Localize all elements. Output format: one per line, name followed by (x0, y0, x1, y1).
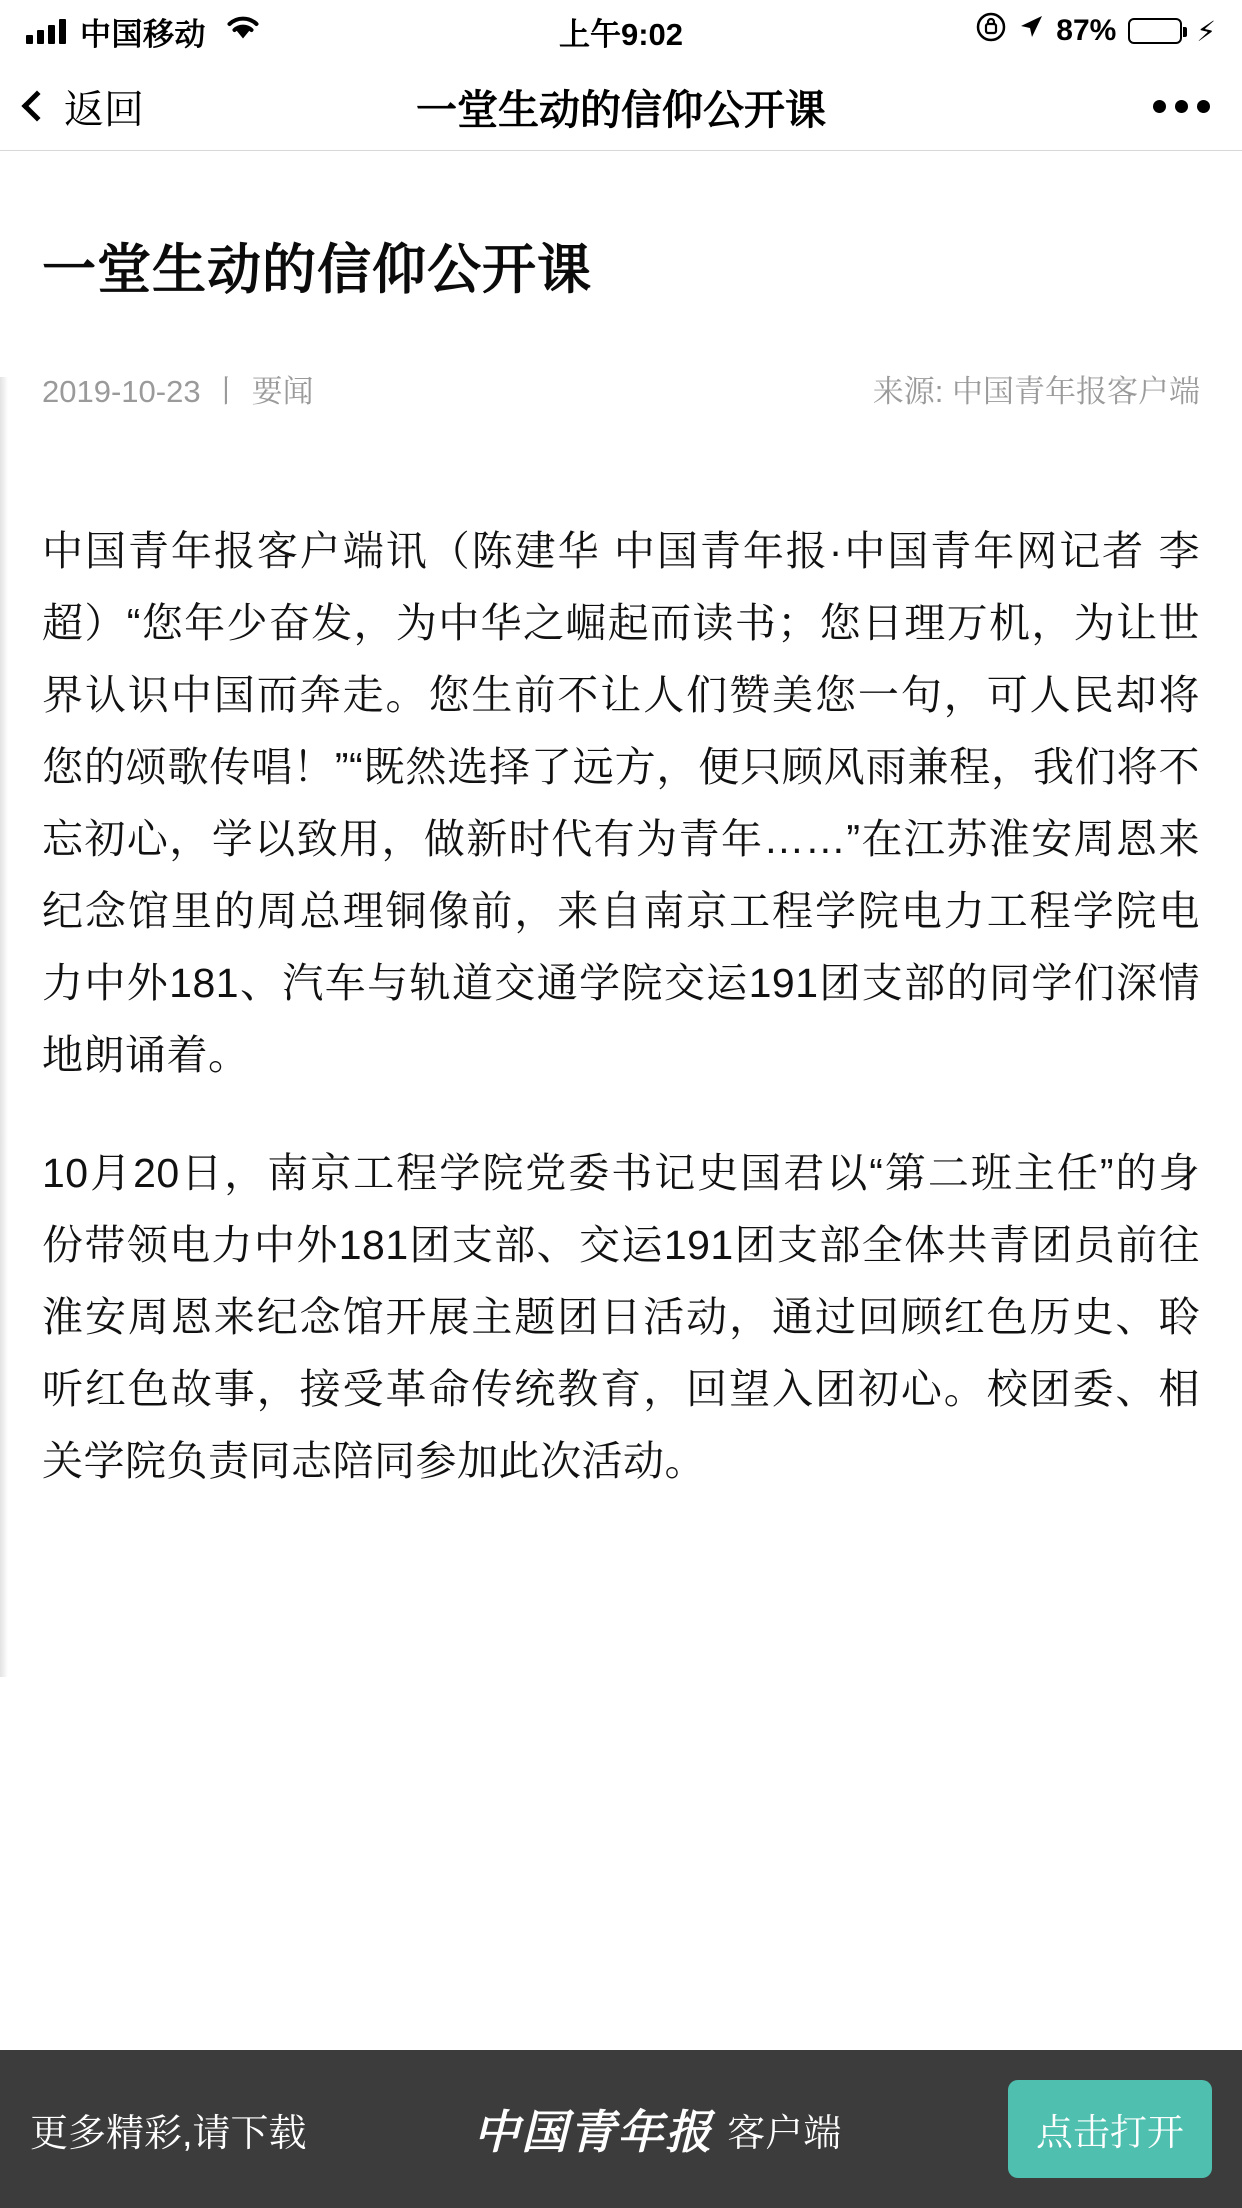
article-paragraph: 10月20日，南京工程学院党委书记史国君以“第二班主任”的身份带领电力中外181团支部、交运191团支部全体共青团员前往淮安周恩来纪念馆开展主题团日活动，通过回顾红色历史、聆听红色故事，接受革命传统教育，回望入团初心。校团委、相关学院负责同志陪同参加此次活动。 (42, 1150, 1200, 1484)
download-banner[interactable] (0, 2050, 1242, 2208)
meta-separator: 丨 (210, 374, 242, 409)
article-title: 一堂生动的信仰公开课 (42, 240, 592, 300)
signal-bars-icon (26, 18, 66, 44)
charging-bolt-icon: ⚡ (1196, 15, 1216, 47)
rotation-lock-icon (976, 12, 1006, 50)
page-title: 一堂生动的信仰公开课 (416, 86, 826, 133)
status-bar (0, 0, 1242, 62)
article-source: 来源: 中国青年报客户端 (872, 374, 1200, 409)
back-button[interactable] (26, 78, 144, 135)
download-banner-text: 更多精彩,请下载 (30, 2112, 307, 2155)
location-arrow-icon (1018, 14, 1044, 48)
nav-divider (0, 150, 1242, 151)
dot-icon (1175, 100, 1188, 113)
article-meta (42, 366, 1200, 411)
chevron-left-icon (21, 90, 52, 121)
brand-logo: 中国青年报 (473, 2107, 714, 2158)
status-time: 上午9:02 (558, 16, 684, 52)
battery-percent-label: 87% (1056, 14, 1117, 47)
status-bar-right (976, 12, 1216, 50)
article-paragraph: 中国青年报客户端讯（陈建华 中国青年报·中国青年网记者 李超）“您年少奋发，为中华之崛起而读书；您日理万机，为让世界认识中国而奔走。您生前不让人们赞美您一句，可人民却将您的颂歌传唱！”“既然选择了远方，便只顾风雨兼程，我们将不忘初心，学以致用，做新时代有为青年……”在江苏淮安周恩来纪念馆里的周总理铜像前，来自南京工程学院电力工程学院电力中外181、汽车与轨道交通学院交运191团支部的同学们深情地朗诵着。 (42, 528, 1200, 1078)
more-options-button[interactable] (1147, 90, 1216, 123)
navigation-bar (0, 62, 1242, 150)
page-edge-shadow (0, 377, 8, 1677)
download-banner-brand (317, 2096, 998, 2162)
dot-icon (1197, 100, 1210, 113)
status-bar-left (26, 9, 260, 54)
battery-icon (1128, 18, 1182, 44)
brand-client-label: 客户端 (727, 2112, 842, 2155)
open-app-button[interactable]: 点击打开 (1008, 2080, 1212, 2178)
article-category[interactable]: 要闻 (251, 374, 314, 409)
article-date: 2019-10-23 (42, 374, 201, 409)
back-button-label: 返回 (64, 87, 144, 132)
article-body (42, 515, 1200, 1497)
carrier-label: 中国移动 (80, 16, 206, 52)
dot-icon (1153, 100, 1166, 113)
article-container (0, 227, 1242, 1497)
wifi-icon (226, 14, 260, 48)
